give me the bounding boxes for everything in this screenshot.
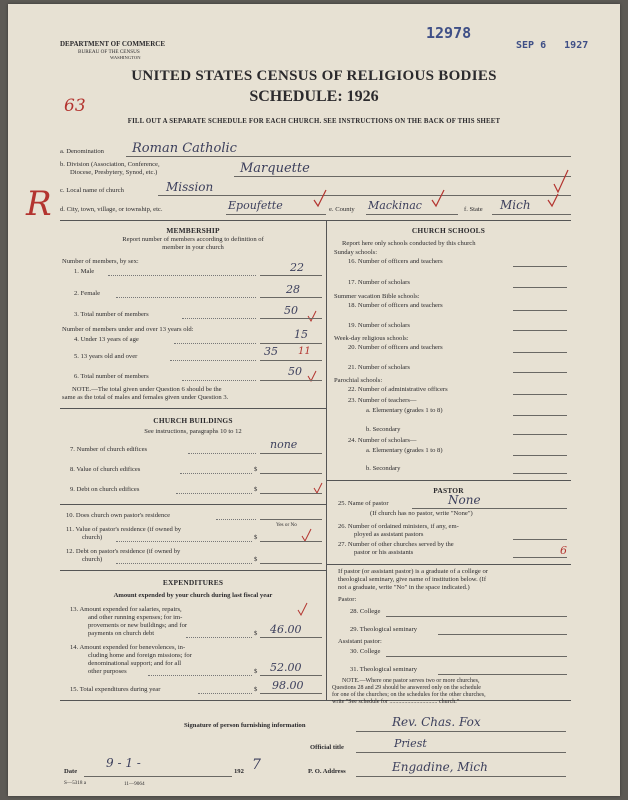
q14-dollar: $ xyxy=(254,668,258,675)
q24-label: 24. Number of scholars— xyxy=(348,437,417,444)
summer-schools-heading: Summer vacation Bible schools: xyxy=(334,293,420,300)
q14-label-line4: other purposes xyxy=(88,668,127,675)
q25-label: 25. Name of pastor xyxy=(338,500,389,507)
margin-number: 63 xyxy=(64,96,86,116)
q10-label: 10. Does church own pastor's residence xyxy=(66,512,171,519)
margin-mark: R xyxy=(26,184,52,224)
state-label: f. State xyxy=(464,206,483,213)
q5-label: 5. 13 years old and over xyxy=(74,353,138,360)
pastor-note-line2: Questions 28 and 29 should be answered only on the schedule xyxy=(332,685,481,691)
city-name: WASHINGTON xyxy=(110,55,141,60)
local-name-label: c. Local name of church xyxy=(60,187,124,194)
membership-by-age: Number of members under and over 13 years old: xyxy=(62,326,194,333)
q4-value: 15 xyxy=(294,328,308,341)
date-label: Date xyxy=(64,768,78,775)
q22-label: 22. Number of administrative officers xyxy=(348,386,448,393)
pastor-title: PASTOR xyxy=(433,486,464,495)
division-label-line2: Diocese, Presbytery, Synod, etc.) xyxy=(70,169,158,176)
q24a-label: a. Elementary (grades 1 to 8) xyxy=(366,447,443,454)
q13-label-line4: payments on church debt xyxy=(88,630,155,637)
q2-label: 2. Female xyxy=(74,290,101,297)
q26-label-line2: ployed as assistant pastors xyxy=(354,531,424,538)
county-value: Mackinac xyxy=(368,199,422,212)
q13-dollar: $ xyxy=(254,630,258,637)
division-label-line1: b. Division (Association, Conference, xyxy=(60,161,160,168)
q16-label: 16. Number of officers and teachers xyxy=(348,258,443,265)
schools-title: CHURCH SCHOOLS xyxy=(411,226,486,235)
department-name: DEPARTMENT OF COMMERCE xyxy=(60,40,166,48)
q13-value: 46.00 xyxy=(270,623,302,636)
date-value: 9 - 1 - xyxy=(106,756,141,770)
parochial-schools-heading: Parochial schools: xyxy=(334,377,383,384)
local-name-value: Mission xyxy=(166,180,214,194)
division-value: Marquette xyxy=(240,161,310,176)
pastor-note-line4: write "See schedule for ................................ church." xyxy=(332,699,460,705)
membership-note-line2: same as the total of males and females given under Question 3. xyxy=(62,394,229,401)
q1-label: 1. Male xyxy=(74,268,95,275)
yes-no-hint: Yes or No xyxy=(276,522,297,528)
expenditures-title: EXPENDITURES xyxy=(162,578,224,587)
assistant-pastor-subheading: Assistant pastor: xyxy=(338,638,382,645)
serial-number-stamp: 12978 xyxy=(426,24,472,42)
q7-value: none xyxy=(270,438,298,451)
pastor-note-line1: NOTE.—Where one pastor serves two or more churches, xyxy=(342,678,480,684)
q25-value: None xyxy=(448,493,481,507)
q25-note: (If church has no pastor, write "None") xyxy=(370,510,473,517)
city-value: Epoufette xyxy=(228,199,283,212)
form-number: S—5318 a xyxy=(64,780,87,786)
q14-label-line2: cluding home and foreign missions; for xyxy=(88,652,192,659)
year-prefix: 192 xyxy=(234,768,244,775)
q12-dollar: $ xyxy=(254,556,258,563)
q21-label: 21. Number of scholars xyxy=(348,364,410,371)
expenditures-intro: Amount expended by your church during last fiscal year xyxy=(113,592,273,599)
q11-dollar: $ xyxy=(254,534,258,541)
q14-label-line3: denominational support; and for all xyxy=(88,660,182,667)
q14-label-line1: 14. Amount expended for benevolences, in- xyxy=(70,644,186,651)
q1-value: 22 xyxy=(290,261,304,274)
membership-by-sex: Number of members, by sex: xyxy=(62,258,139,265)
q26-label-line1: 26. Number of ordained ministers, if any, em- xyxy=(338,523,459,530)
q12-label-line2: church) xyxy=(82,556,103,563)
q18-label: 18. Number of officers and teachers xyxy=(348,302,443,309)
q23b-label: b. Secondary xyxy=(366,426,401,433)
q13-label-line3: provements or new buildings; and for xyxy=(88,622,188,629)
county-label: e. County xyxy=(329,206,355,213)
signature-value: Rev. Chas. Fox xyxy=(392,715,481,729)
graduate-intro-line1: If pastor (or assistant pastor) is a graduate of a college or xyxy=(338,568,488,575)
q20-label: 20. Number of officers and teachers xyxy=(348,344,443,351)
q9-label: 9. Debt on church edifices xyxy=(70,486,140,493)
state-value: Mich xyxy=(500,198,531,212)
q27-label-line1: 27. Number of other churches served by the xyxy=(338,541,454,548)
q6-label: 6. Total number of members xyxy=(74,373,149,380)
membership-title: MEMBERSHIP xyxy=(166,226,220,235)
po-address-label: P. O. Address xyxy=(308,768,346,775)
q8-dollar: $ xyxy=(254,466,258,473)
q29-label: 29. Theological seminary xyxy=(350,626,418,633)
q11-label-line1: 11. Value of pastor's residence (if owned by xyxy=(66,526,182,533)
form-subtitle: SCHEDULE: 1926 xyxy=(249,88,379,105)
q15-value: 98.00 xyxy=(272,679,304,692)
q15-dollar: $ xyxy=(254,686,258,693)
census-schedule-page xyxy=(8,4,620,796)
buildings-intro: See instructions, paragraphs 10 to 12 xyxy=(144,428,242,435)
q27-mark: 6 xyxy=(560,544,567,557)
q8-label: 8. Value of church edifices xyxy=(70,466,141,473)
year-value: 7 xyxy=(252,757,261,773)
q27-label-line2: pastor or his assistants xyxy=(354,549,414,556)
sunday-schools-heading: Sunday schools: xyxy=(334,249,378,256)
q31-label: 31. Theological seminary xyxy=(350,666,418,673)
q9-dollar: $ xyxy=(254,486,258,493)
q15-label: 15. Total expenditures during year xyxy=(70,686,161,693)
q12-label-line1: 12. Debt on pastor's residence (if owned by xyxy=(66,548,181,555)
official-title-value: Priest xyxy=(394,737,427,750)
buildings-title: CHURCH BUILDINGS xyxy=(153,416,233,425)
schools-intro: Report here only schools conducted by this church xyxy=(342,240,476,247)
membership-note-line1: NOTE.—The total given under Question 6 should be the xyxy=(72,386,222,393)
q7-label: 7. Number of church edifices xyxy=(70,446,148,453)
form-title: UNITED STATES CENSUS OF RELIGIOUS BODIES xyxy=(131,68,497,84)
graduate-intro-line2: theological seminary, give name of institution below. (If xyxy=(338,576,487,583)
city-label: d. City, town, village, or township, etc. xyxy=(60,206,163,213)
q3-label: 3. Total number of members xyxy=(74,311,149,318)
signature-label: Signature of person furnishing information xyxy=(184,722,306,729)
q5-value: 35 xyxy=(264,345,278,358)
q13-label-line1: 13. Amount expended for salaries, repairs, xyxy=(70,606,182,613)
q11-label-line2: church) xyxy=(82,534,103,541)
q23a-label: a. Elementary (grades 1 to 8) xyxy=(366,407,443,414)
official-title-label: Official title xyxy=(310,744,344,751)
q3-value: 50 xyxy=(284,304,298,317)
q28-label: 28. College xyxy=(350,608,381,615)
form-instruction: FILL OUT A SEPARATE SCHEDULE FOR EACH CHURCH. SEE INSTRUCTIONS ON THE BACK OF THIS SHEET xyxy=(127,118,501,125)
q5-extra-note: 11 xyxy=(298,346,311,357)
q19-label: 19. Number of scholars xyxy=(348,322,410,329)
q17-label: 17. Number of scholars xyxy=(348,279,410,286)
q13-label-line2: and other running expenses; for im- xyxy=(88,614,183,621)
q14-value: 52.00 xyxy=(270,661,302,674)
pastor-subheading: Pastor: xyxy=(338,596,357,603)
po-address-value: Engadine, Mich xyxy=(392,760,488,774)
bureau-name: BUREAU OF THE CENSUS xyxy=(78,49,140,55)
q30-label: 30. College xyxy=(350,648,381,655)
graduate-intro-line3: not a graduate, write "No" in the space indicated.) xyxy=(338,584,470,591)
denomination-value: Roman Catholic xyxy=(132,141,237,156)
q6-value: 50 xyxy=(288,365,302,378)
membership-intro-line2: member in your church xyxy=(162,244,224,251)
q23-label: 23. Number of teachers— xyxy=(348,397,417,404)
q24b-label: b. Secondary xyxy=(366,465,401,472)
q4-label: 4. Under 13 years of age xyxy=(74,336,139,343)
weekday-schools-heading: Week-day religious schools: xyxy=(334,335,409,342)
date-received-stamp: SEP 6 1927 xyxy=(516,40,589,51)
print-number: 11—9064 xyxy=(124,781,145,787)
q2-value: 28 xyxy=(286,283,300,296)
denomination-label: a. Denomination xyxy=(60,148,104,155)
pastor-note-line3: for one of the churches; on the schedules for the other churches, xyxy=(332,692,486,698)
membership-intro-line1: Report number of members according to definition of xyxy=(122,236,264,243)
